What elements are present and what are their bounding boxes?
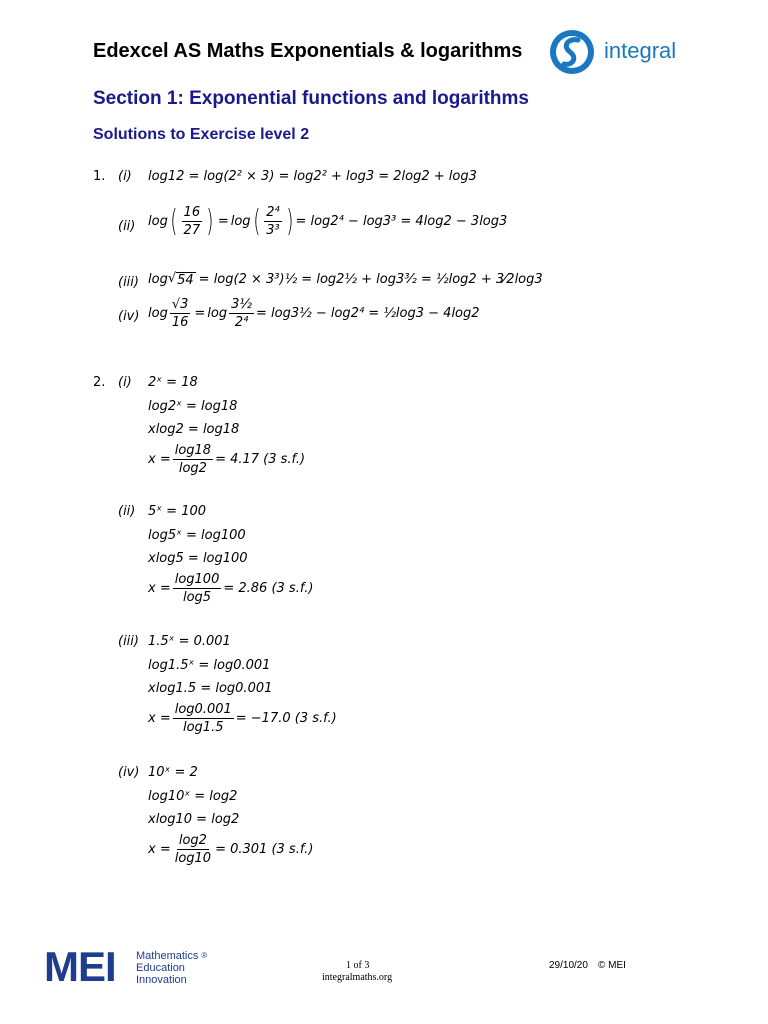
q2-iii-line2: log1.5ˣ = log0.001: [148, 658, 271, 673]
q2-ii-line2: log5ˣ = log100: [148, 528, 246, 543]
q2-i-line3: xlog2 = log18: [148, 422, 240, 437]
fraction: $\frac{√3}{16}$: [171, 297, 189, 330]
q2-i-line2: log2ˣ = log18: [148, 399, 238, 414]
integral-logo-icon: [548, 28, 596, 76]
q2-ii-line3: xlog5 = log100: [148, 551, 248, 566]
q1-iii-label: (iii): [118, 275, 139, 290]
q2-i-line1: 2ˣ = 18: [148, 375, 198, 390]
document-title: Edexcel AS Maths Exponentials & logarithms: [93, 40, 523, 62]
q2-number: 2.: [93, 375, 106, 390]
fraction: $\frac{\log 2}{\log 10}$: [174, 833, 212, 866]
q1-iv-label: (iv): [118, 309, 140, 324]
mei-logo: [44, 943, 244, 992]
footer-date: 29/10/20: [549, 960, 588, 971]
q1-ii-working: log ( $\frac{16}{27}$ ) = log ( $\frac{\text{2⁴}}{\text{3³}}$ ) = log2⁴ − log3³ = 4log2 − 3log3: [148, 203, 508, 239]
mei-org-name: Mathematics ® Education Innovation: [136, 950, 208, 986]
fraction: $\frac{16}{27}$: [183, 205, 201, 238]
q1-number: 1.: [93, 169, 106, 184]
q2-i-answer: x = $\frac{\log 18}{\log 2}$ = 4.17 (3 s.f.): [148, 443, 306, 476]
section-title: Section 1: Exponential functions and logarithms: [93, 88, 529, 109]
mei-logo-letters: MEI: [44, 943, 116, 990]
q1-iii-working: log √ 54 = log(2 × 3³)½ = log2½ + log3³⁄₂ = ½log2 + 3⁄2log3: [148, 271, 543, 288]
fraction: $\frac{\log 100}{\log 5}$: [174, 572, 220, 605]
q2-iii-line1: 1.5ˣ = 0.001: [148, 634, 231, 649]
subtitle: Solutions to Exercise level 2: [93, 126, 310, 143]
integral-logo: [548, 28, 708, 76]
q2-iii-answer: x = $\frac{\log 0.001}{\log 1.5}$ = −17.0 (3 s.f.): [148, 702, 337, 735]
q1-i-working: log12 = log(2² × 3) = log2² + log3 = 2log2 + log3: [148, 169, 477, 184]
q2-iv-answer: x = $\frac{\log 2}{\log 10}$ = 0.301 (3 s.f.): [148, 833, 314, 866]
q1-iv-working: log $\frac{√3}{16}$ = log $\frac{\text{3½}}{\text{2⁴}}$ = log3½ − log2⁴ = ½log3 − 4log2: [148, 297, 480, 330]
q2-ii-label: (ii): [118, 504, 136, 519]
square-root: √ 54: [167, 271, 194, 288]
q2-iv-label: (iv): [118, 765, 140, 780]
q2-ii-line1: 5ˣ = 100: [148, 504, 207, 519]
q2-iv-line1: 10ˣ = 2: [148, 765, 198, 780]
q1-i-label: (i): [118, 169, 132, 184]
q2-iv-line2: log10ˣ = log2: [148, 789, 238, 804]
footer-website: integralmaths.org: [322, 972, 393, 983]
fraction: $\frac{\log 0.001}{\log 1.5}$: [174, 702, 232, 735]
q2-i-label: (i): [118, 375, 132, 390]
page-number: 1 of 3: [346, 960, 370, 971]
q2-iv-line3: xlog10 = log2: [148, 812, 240, 827]
q2-ii-answer: x = $\frac{\log 100}{\log 5}$ = 2.86 (3 s.f.): [148, 572, 314, 605]
footer-copyright: © MEI: [598, 960, 626, 971]
q2-iii-label: (iii): [118, 634, 139, 649]
integral-logo-text: integral: [604, 38, 677, 63]
fraction: $\frac{\text{3½}}{\text{2⁴}}$: [231, 297, 252, 330]
fraction: $\frac{\log 18}{\log 2}$: [174, 443, 212, 476]
q1-ii-label: (ii): [118, 219, 136, 234]
fraction: $\frac{\text{2⁴}}{\text{3³}}$: [266, 205, 280, 238]
q2-iii-line3: xlog1.5 = log0.001: [148, 681, 273, 696]
